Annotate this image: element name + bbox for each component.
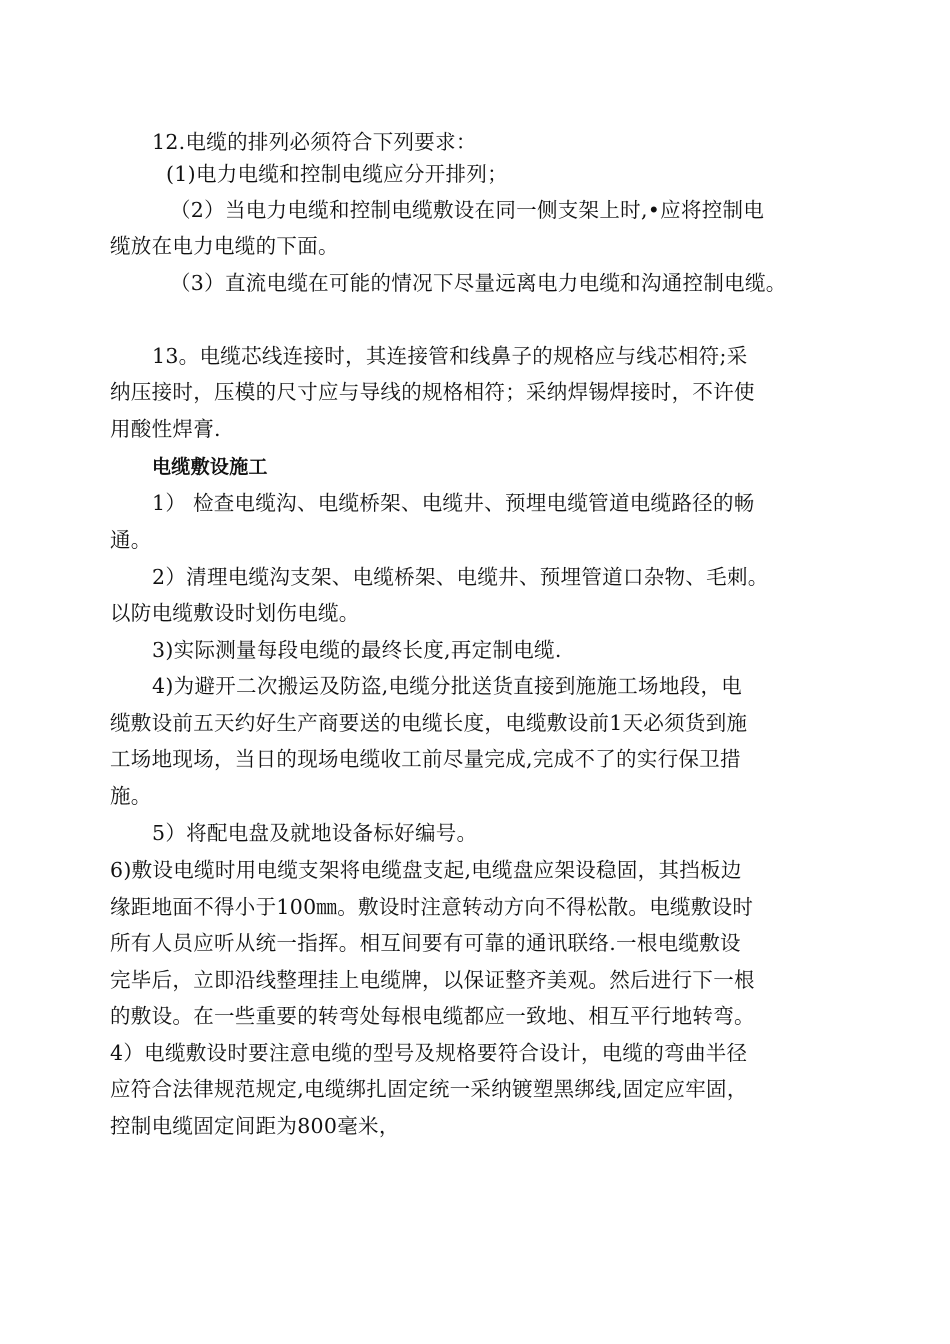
text-line: 施。 <box>110 784 152 808</box>
text-line: 12.电缆的排列必须符合下列要求： <box>152 130 477 154</box>
text-line: 所有人员应听从统一指挥。相互间要有可靠的通讯联络.一根电缆敷设 <box>110 931 741 955</box>
text-line: 缆放在电力电缆的下面。 <box>110 234 339 258</box>
text-line: 用酸性焊膏. <box>110 417 221 441</box>
text-line: 3)实际测量每段电缆的最终长度,再定制电缆. <box>152 638 562 662</box>
text-line: 的敷设。在一些重要的转弯处每根电缆都应一致地、相互平行地转弯。 <box>110 1004 755 1028</box>
text-line: 控制电缆固定间距为800毫米， <box>110 1114 400 1138</box>
text-line: （2）当电力电缆和控制电缆敷设在同一侧支架上时,•应将控制电 <box>170 198 765 222</box>
text-line: 完毕后，立即沿线整理挂上电缆牌，以保证整齐美观。然后进行下一根 <box>110 968 755 992</box>
text-line: 缆敷设前五天约好生产商要送的电缆长度，电缆敷设前1天必须货到施 <box>110 711 748 735</box>
text-line: 1） 检查电缆沟、电缆桥架、电缆井、预埋电缆管道电缆路径的畅 <box>152 491 755 515</box>
section-heading: 电缆敷设施工 <box>152 456 268 478</box>
text-line: 工场地现场，当日的现场电缆收工前尽量完成,完成不了的实行保卫措 <box>110 747 741 771</box>
text-line: 4)为避开二次搬运及防盗,电缆分批送货直接到施施工场地段，电 <box>152 674 743 698</box>
text-line: 5）将配电盘及就地设备标好编号。 <box>152 821 478 845</box>
text-line: （3）直流电缆在可能的情况下尽量远离电力电缆和沟通控制电缆。 <box>170 271 787 295</box>
text-line: 13。电缆芯线连接时，其连接管和线鼻子的规格应与线芯相符;采 <box>152 344 748 368</box>
text-line: 应符合法律规范规定,电缆绑扎固定统一采纳镀塑黑绑线,固定应牢固， <box>110 1077 748 1101</box>
text-line: 2）清理电缆沟支架、电缆桥架、电缆井、预埋管道口杂物、毛刺。 <box>152 565 769 589</box>
text-line: 4）电缆敷设时要注意电缆的型号及规格要符合设计，电缆的弯曲半径 <box>110 1041 748 1065</box>
text-line: 纳压接时，压模的尺寸应与导线的规格相符；采纳焊锡焊接时，不许使 <box>110 380 755 404</box>
text-line: (1)电力电缆和控制电缆应分开排列； <box>166 162 508 186</box>
text-line: 6)敷设电缆时用电缆支架将电缆盘支起,电缆盘应架设稳固，其挡板边 <box>110 858 742 882</box>
text-line: 通。 <box>110 528 152 552</box>
text-line: 缘距地面不得小于100㎜。敷设时注意转动方向不得松散。电缆敷设时 <box>110 895 754 919</box>
text-line: 以防电缆敷设时划伤电缆。 <box>110 601 360 625</box>
